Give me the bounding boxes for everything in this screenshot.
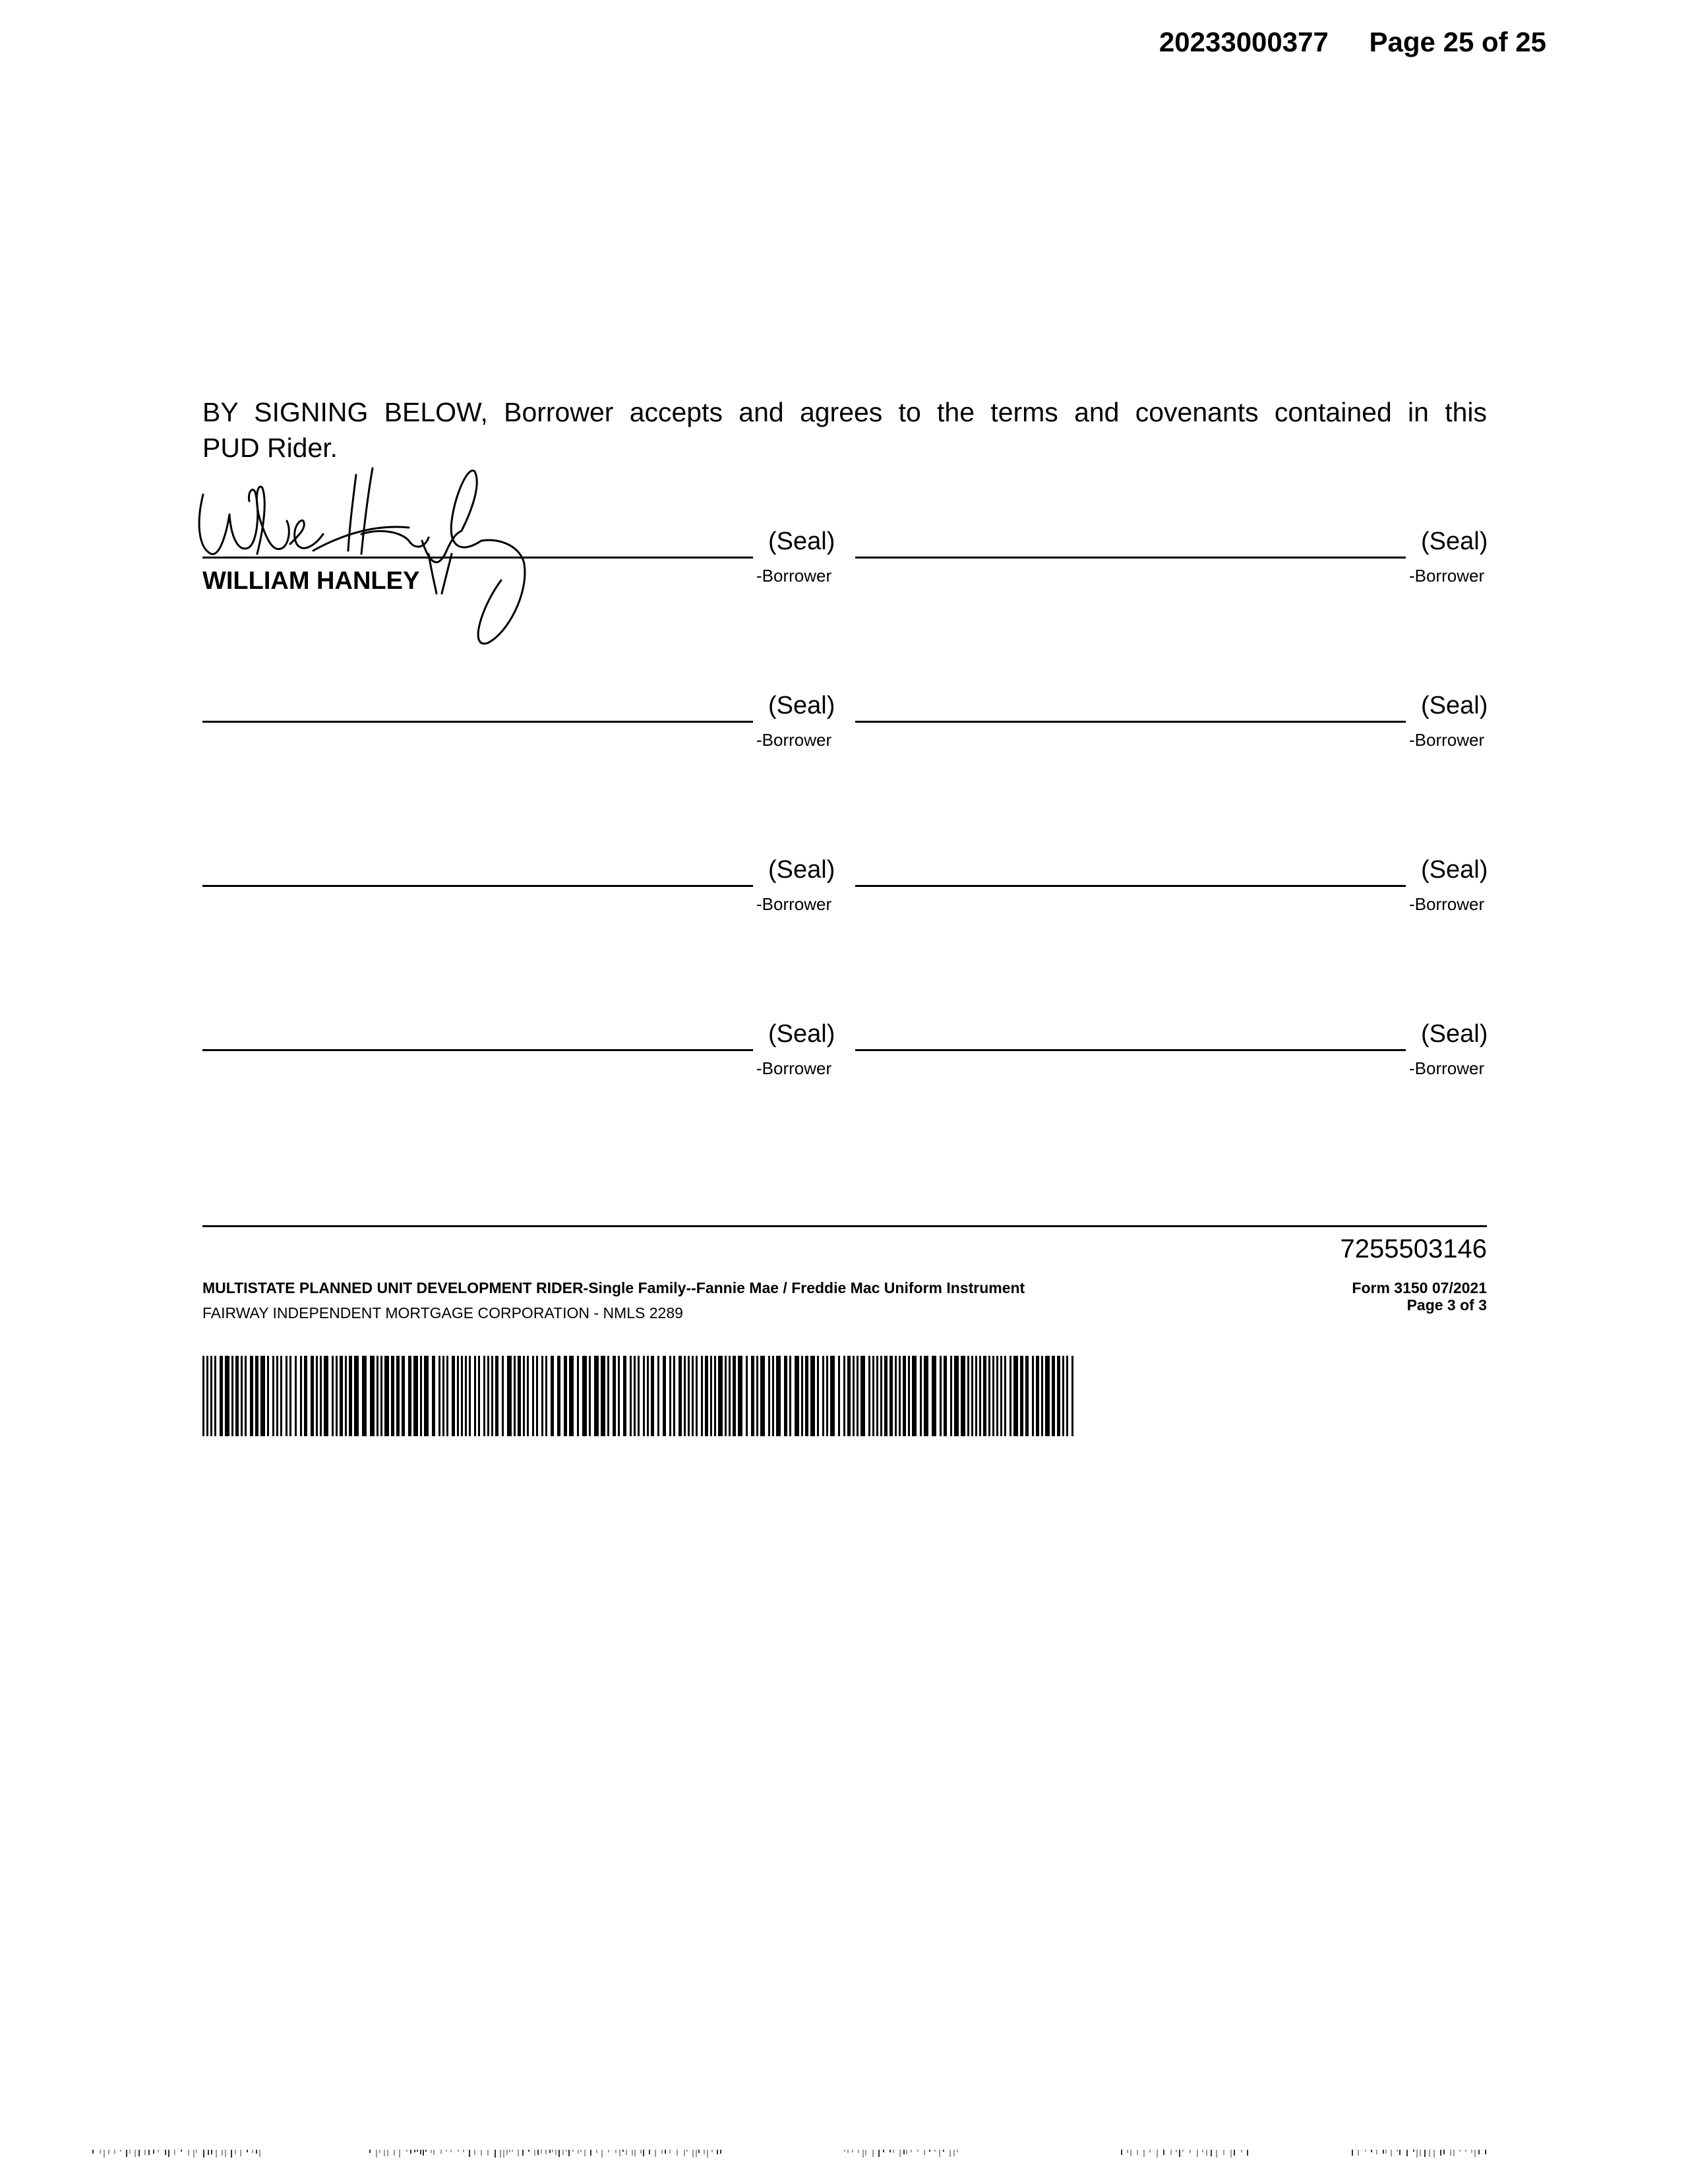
borrower-label: -Borrower (756, 566, 832, 586)
handwritten-signature-icon (191, 455, 620, 653)
signature-line (855, 885, 1406, 887)
signature-line (202, 1049, 753, 1051)
recording-header (1159, 26, 1546, 58)
signature-line (855, 557, 1406, 559)
seal-label: (Seal) (768, 856, 835, 884)
borrower-label: -Borrower (756, 1058, 832, 1078)
document-number: 20233000377 (1159, 26, 1329, 57)
footer-divider (202, 1225, 1487, 1227)
borrower-label: -Borrower (1409, 566, 1485, 586)
page-label: Page 25 of 25 (1369, 26, 1546, 57)
seal-label: (Seal) (768, 528, 835, 555)
borrower-label: -Borrower (1409, 894, 1485, 914)
borrower-label: -Borrower (1409, 1058, 1485, 1078)
form-page-number: Page 3 of 3 (1406, 1296, 1487, 1314)
seal-label: (Seal) (1421, 1020, 1488, 1048)
form-code: Form 3150 07/2021 (1352, 1279, 1487, 1296)
signature-line (855, 721, 1406, 723)
lender-name: FAIRWAY INDEPENDENT MORTGAGE CORPORATION - NMLS 2289 (202, 1304, 683, 1321)
borrower-label: -Borrower (1409, 730, 1485, 750)
acceptance-line-2: PUD Rider. (202, 433, 338, 463)
seal-label: (Seal) (1421, 528, 1488, 555)
borrower-label: -Borrower (756, 730, 832, 750)
seal-label: (Seal) (1421, 856, 1488, 884)
seal-label: (Seal) (1421, 692, 1488, 719)
signature-line (202, 885, 753, 887)
borrower-label: -Borrower (756, 894, 832, 914)
signature-line (855, 1049, 1406, 1051)
loan-number: 7255503146 (1340, 1234, 1487, 1263)
acceptance-line-1: BY SIGNING BELOW, Borrower accepts and agrees to the terms and covenants contained in this (202, 397, 1487, 427)
barcode-icon (202, 1356, 1076, 1436)
signature-line (202, 721, 753, 723)
seal-label: (Seal) (768, 1020, 835, 1048)
signer-name: WILLIAM HANLEY (202, 567, 420, 595)
scan-artifacts (0, 2137, 1688, 2184)
seal-label: (Seal) (768, 692, 835, 719)
form-title: MULTISTATE PLANNED UNIT DEVELOPMENT RIDER-Single Family--Fannie Mae / Freddie Mac Uniform Instrument (202, 1279, 1025, 1296)
